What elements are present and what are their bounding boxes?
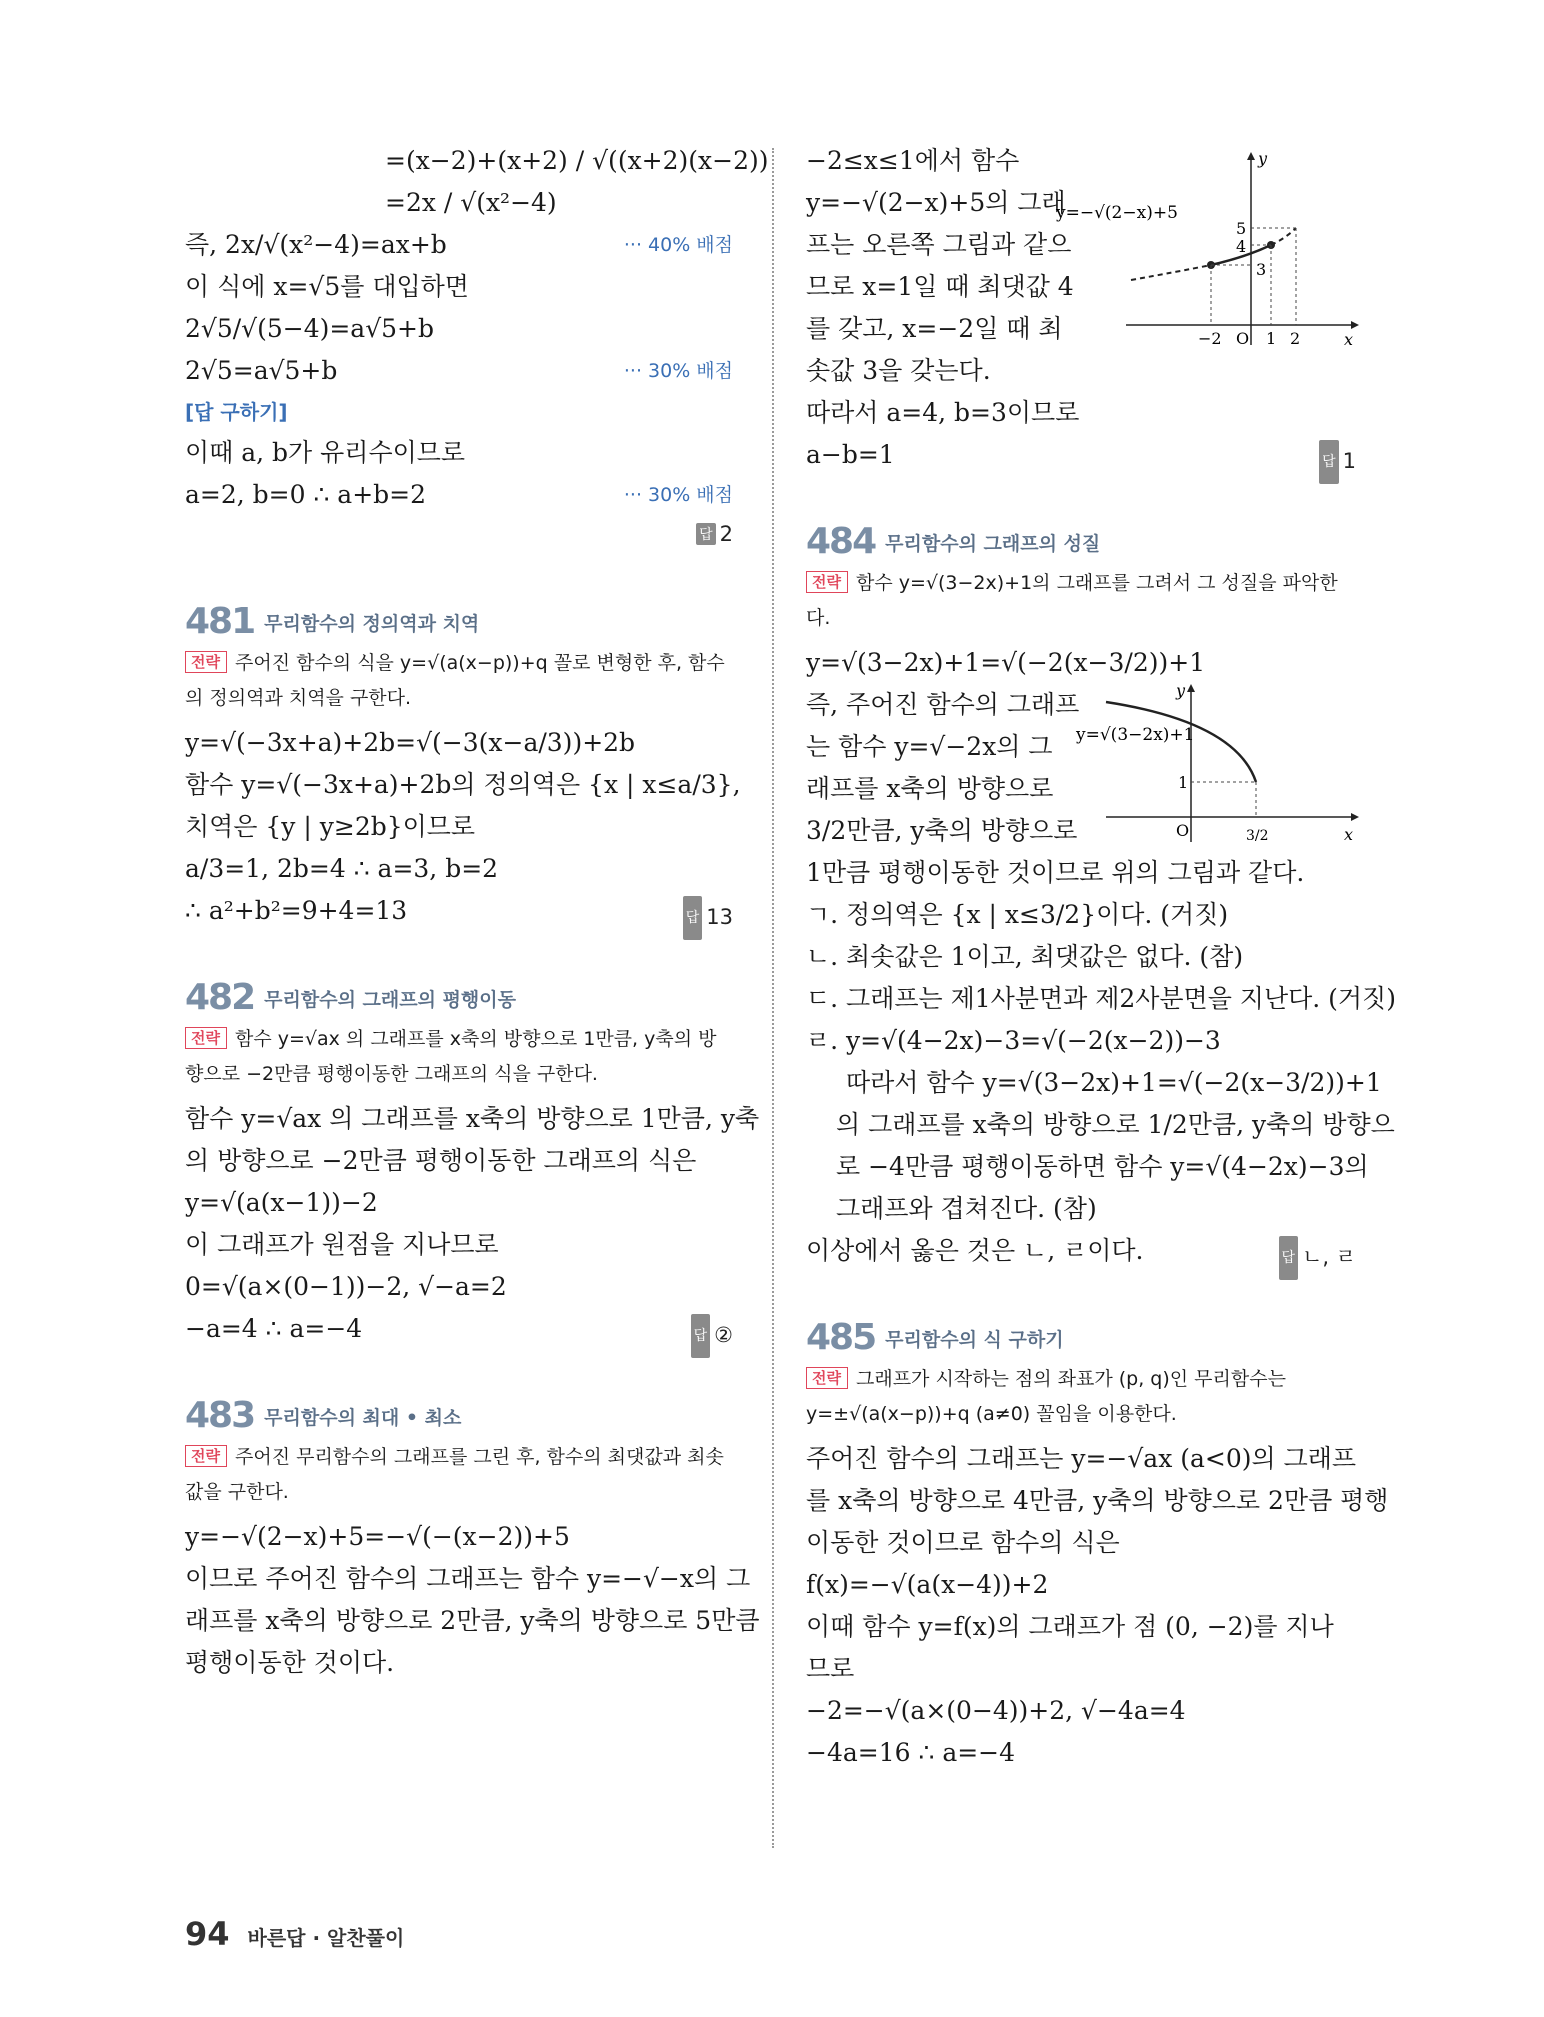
- solution-line: 0=√(a×(0−1))−2, √−a=2: [185, 1272, 507, 1301]
- x-tick: 1: [1266, 329, 1277, 348]
- solution-line: 평행이동한 것이다.: [185, 1648, 395, 1677]
- strategy-tag: 전략: [185, 1445, 227, 1467]
- solution-line: 따라서 함수 y=√(3−2x)+1=√(−2(x−3/2))+1: [846, 1068, 1382, 1097]
- answer-badge: 답: [696, 523, 716, 545]
- solution-line: −a=4 ∴ a=−4 답 ②: [185, 1308, 733, 1350]
- solution-line: f(x)=−√(a(x−4))+2: [806, 1570, 1049, 1599]
- solution-line: a=2, b=0 ∴ a+b=2 ··· 30% 배점: [185, 474, 733, 516]
- solution-line: 의 방향으로 −2만큼 평행이동한 그래프의 식은: [185, 1146, 697, 1175]
- problem-483-header: [185, 1390, 733, 1436]
- problem-title: 무리함수의 정의역과 치역: [264, 613, 480, 635]
- y-axis-arrow: [1187, 684, 1195, 692]
- y-tick: 4: [1236, 237, 1247, 256]
- answer-481: 답 13: [683, 896, 733, 940]
- answer-483: 답 1: [1319, 440, 1356, 484]
- left-column: [185, 140, 769, 1684]
- x-axis-label: x: [1344, 825, 1354, 844]
- solution-line: 이 그래프가 원점을 지나므로: [185, 1230, 499, 1259]
- score-30b: ··· 30% 배점: [623, 484, 733, 506]
- solution-line: ∴ a²+b²=9+4=13 답 13: [185, 890, 733, 932]
- solution-line: 이때 a, b가 유리수이므로: [185, 438, 466, 467]
- function-label: y=√(3−2x)+1: [1076, 725, 1195, 745]
- solution-line: 래프를 x축의 방향으로: [806, 774, 1054, 803]
- strategy-tag: 전략: [185, 651, 227, 673]
- solution-line: y=−√(2−x)+5의 그래: [806, 188, 1066, 217]
- y-tick: 1: [1178, 773, 1189, 792]
- strategy-tag: 전략: [185, 1027, 227, 1049]
- solution-line: =2x / √(x²−4): [385, 188, 557, 217]
- answer-484: 답 ㄴ, ㄹ: [1279, 1236, 1356, 1280]
- origin-label: O: [1236, 329, 1250, 348]
- function-label: y=−√(2−x)+5: [1056, 203, 1178, 223]
- solution-line: 치역은 {y | y≥2b}이므로: [185, 812, 476, 841]
- strategy-tag: 전략: [806, 1367, 848, 1389]
- solution-line: 3/2만큼, y축의 방향으로: [806, 816, 1078, 845]
- solution-line: 래프를 x축의 방향으로 2만큼, y축의 방향으로 5만큼: [185, 1606, 760, 1635]
- solution-line: 함수 y=√(−3x+a)+2b의 정의역은 {x | x≤a/3},: [185, 770, 741, 799]
- solution-line: 이 식에 x=√5를 대입하면: [185, 272, 469, 301]
- solution-line: 므로: [806, 1654, 855, 1683]
- solution-line: 의 그래프를 x축의 방향으로 1/2만큼, y축의 방향으: [836, 1110, 1395, 1139]
- score-40: ··· 40% 배점: [623, 234, 733, 256]
- solution-line: 는 함수 y=√−2x의 그: [806, 732, 1053, 761]
- solution-line: ㄹ. y=√(4−2x)−3=√(−2(x−2))−3: [806, 1026, 1221, 1055]
- x-axis-arrow: [1351, 813, 1359, 821]
- solution-line: 2√5=a√5+b ··· 30% 배점: [185, 350, 733, 392]
- problem-484-header: [806, 516, 1356, 562]
- solution-line: =(x−2)+(x+2) / √((x+2)(x−2)): [385, 146, 769, 175]
- strategy-481: 전략 주어진 함수의 식을 y=√(a(x−p))+q 꼴로 변형한 후, 함수의 정의역과 치역을 구한다.: [185, 652, 725, 709]
- problem-number: 482: [185, 977, 255, 1018]
- solution-line: 므로 x=1일 때 최댓값 4: [806, 272, 1074, 301]
- answer-482: 답 ②: [691, 1314, 733, 1358]
- solution-line: −2=−√(a×(0−4))+2, √−4a=4: [806, 1696, 1186, 1725]
- solution-line: 주어진 함수의 그래프는 y=−√ax (a<0)의 그래프: [806, 1444, 1357, 1473]
- x-tick: 2: [1290, 329, 1301, 348]
- strategy-485: 전략 그래프가 시작하는 점의 좌표가 (p, q)인 무리함수는 y=±√(a(x−p))+q (a≠0) 꼴임을 이용한다.: [806, 1368, 1286, 1425]
- graph-483: [1056, 149, 1366, 350]
- x-tick: 3/2: [1246, 828, 1269, 844]
- strategy-482: 전략 함수 y=√ax 의 그래프를 x축의 방향으로 1만큼, y축의 방향으로 −2만큼 평행이동한 그래프의 식을 구한다.: [185, 1028, 717, 1085]
- solution-line: −2≤x≤1에서 함수: [806, 146, 1020, 175]
- page-number: 94: [185, 1915, 230, 1953]
- problem-482-header: [185, 972, 733, 1018]
- solution-line: −4a=16 ∴ a=−4: [806, 1738, 1016, 1767]
- strategy-483: 전략 주어진 무리함수의 그래프를 그린 후, 함수의 최댓값과 최솟값을 구한다.: [185, 1446, 724, 1503]
- problem-title: 무리함수의 식 구하기: [885, 1329, 1064, 1351]
- problem-number: 483: [185, 1395, 255, 1436]
- x-axis-arrow: [1351, 321, 1359, 329]
- solution-line: 즉, 2x/√(x²−4)=ax+b ··· 40% 배점: [185, 224, 733, 266]
- y-axis-label: y: [1176, 681, 1186, 700]
- y-axis-label: y: [1258, 149, 1268, 168]
- origin-label: O: [1176, 821, 1190, 840]
- solution-line: 1만큼 평행이동한 것이므로 위의 그림과 같다.: [806, 858, 1305, 887]
- solution-line: 를 x축의 방향으로 4만큼, y축의 방향으로 2만큼 평행: [806, 1486, 1389, 1515]
- strategy-484: 전략 함수 y=√(3−2x)+1의 그래프를 그려서 그 성질을 파악한다.: [806, 572, 1338, 629]
- curve-dashed-end: [1271, 228, 1296, 245]
- column-divider: [772, 148, 774, 1848]
- y-tick: 5: [1236, 219, 1247, 238]
- answer-480: 답 2: [696, 522, 733, 546]
- solution-line: 프는 오른쪽 그림과 같으: [806, 230, 1072, 259]
- solution-line: 이상에서 옳은 것은 ㄴ, ㄹ이다. 답 ㄴ, ㄹ: [806, 1230, 1356, 1272]
- solution-line: 솟값 3을 갖는다.: [806, 356, 991, 385]
- problem-title: 무리함수의 최대 • 최소: [264, 1407, 462, 1429]
- solution-line: ㄱ. 정의역은 {x | x≤3/2}이다. (거짓): [806, 900, 1229, 929]
- solution-line: y=√(a(x−1))−2: [185, 1188, 378, 1217]
- solution-line: 따라서 a=4, b=3이므로: [806, 398, 1080, 427]
- y-axis-arrow: [1247, 152, 1255, 160]
- problem-number: 484: [806, 521, 876, 562]
- solution-line: a−b=1 답 1: [806, 434, 1356, 476]
- score-30a: ··· 30% 배점: [623, 360, 733, 382]
- solution-line: ㄴ. 최솟값은 1이고, 최댓값은 없다. (참): [806, 942, 1244, 971]
- problem-483-continued: [806, 140, 1356, 476]
- graph-484: [1076, 681, 1366, 882]
- page-footer: [185, 1915, 404, 1953]
- solution-line: 즉, 주어진 함수의 그래프: [806, 690, 1080, 719]
- problem-title: 무리함수의 그래프의 성질: [885, 533, 1101, 555]
- right-column: [806, 140, 1396, 1774]
- book-title: 바른답 · 알찬풀이: [247, 1926, 405, 1950]
- solution-line: y=√(−3x+a)+2b=√(−3(x−a/3))+2b: [185, 728, 636, 757]
- solution-line: 이때 함수 y=f(x)의 그래프가 점 (0, −2)를 지나: [806, 1612, 1334, 1641]
- x-tick: −2: [1198, 329, 1222, 348]
- solution-line: 함수 y=√ax 의 그래프를 x축의 방향으로 1만큼, y축: [185, 1104, 760, 1133]
- problem-number: 485: [806, 1317, 876, 1358]
- curve-dashed: [1131, 265, 1211, 280]
- y-tick: 3: [1256, 260, 1267, 279]
- solution-line: 를 갖고, x=−2일 때 최: [806, 314, 1063, 343]
- problem-number: 481: [185, 601, 255, 642]
- solution-line: 로 −4만큼 평행이동하면 함수 y=√(4−2x)−3의: [836, 1152, 1369, 1181]
- solution-line: y=√(3−2x)+1=√(−2(x−3/2))+1: [806, 648, 1206, 677]
- solution-line: a/3=1, 2b=4 ∴ a=3, b=2: [185, 854, 499, 883]
- x-axis-label: x: [1344, 330, 1354, 349]
- strategy-tag: 전략: [806, 571, 848, 593]
- problem-484-body: [806, 642, 1396, 1272]
- problem-485-header: [806, 1312, 1356, 1358]
- answer-heading: [답 구하기]: [185, 400, 288, 424]
- solution-line: 이동한 것이므로 함수의 식은: [806, 1528, 1120, 1557]
- solution-line: 그래프와 겹쳐진다. (참): [836, 1194, 1097, 1223]
- problem-title: 무리함수의 그래프의 평행이동: [264, 989, 516, 1011]
- solution-line: y=−√(2−x)+5=−√(−(x−2))+5: [185, 1522, 570, 1551]
- solution-line: ㄷ. 그래프는 제1사분면과 제2사분면을 지난다. (거짓): [806, 984, 1396, 1013]
- solution-line: 이므로 주어진 함수의 그래프는 함수 y=−√−x의 그: [185, 1564, 751, 1593]
- solution-line: 2√5/√(5−4)=a√5+b: [185, 314, 434, 343]
- problem-481-header: [185, 596, 733, 642]
